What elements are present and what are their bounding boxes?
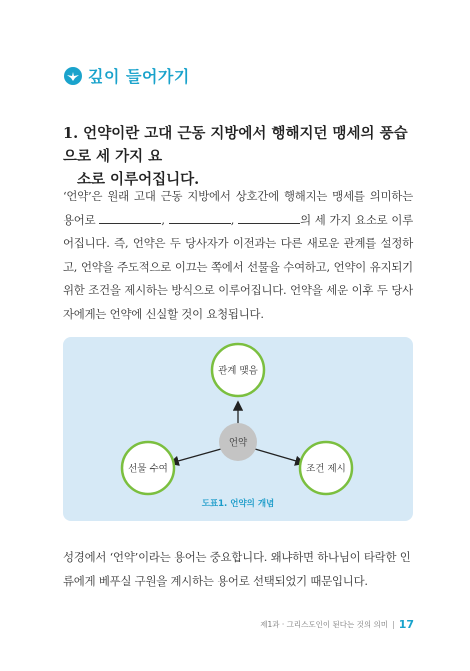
question-line-1: 1. 언약이란 고대 근동 지방에서 행해지던 맹세의 풍습으로 세 가지 요	[63, 125, 408, 165]
arrow-to-right	[255, 449, 303, 463]
diagram-canvas	[63, 337, 413, 521]
covenant-diagram	[63, 337, 413, 521]
question-line-2: 소로 이루어집니다.	[77, 171, 200, 188]
footer-separator: |	[391, 620, 395, 629]
chapter-label: 제1과 · 그리스도인이 된다는 것의 의미	[260, 620, 388, 629]
node-top-label: 관계 맺음	[218, 365, 258, 377]
node-center-label: 언약	[228, 437, 248, 449]
blank-separator-2: ,	[230, 212, 239, 227]
body-paragraph	[63, 185, 413, 327]
section-title: 깊이 들어가기	[88, 67, 190, 86]
page-number: 17	[398, 618, 414, 631]
question-heading	[63, 122, 413, 191]
page-footer	[260, 618, 414, 631]
paragraph-text-2: 의 세 가지 요소로 이루어집니다. 즉, 언약은 두 당사자가 이전과는 다른 새로운 관계를 설정하고, 언약을 주도적으로 이끄는 쪽에서 선물을 수여하고, 언약이 유지되기 위한 조건을 제시하는 방식으로 이루어집니다. 언약을 세운 이후 두 당사자에게는 언약에 신실할 것이 요청됩니다.	[63, 212, 414, 321]
section-header	[64, 64, 190, 87]
blank-separator-1: ,	[161, 212, 169, 227]
conclusion-paragraph: 성경에서 ‘언약’이라는 용어는 중요합니다. 왜냐하면 하나님이 타락한 인류에게 베푸실 구원을 계시하는 용어로 선택되었기 때문입니다.	[63, 550, 411, 588]
dove-icon	[64, 67, 82, 85]
node-right-label: 조건 제시	[306, 463, 346, 475]
fill-in-blank-3	[238, 212, 300, 224]
fill-in-blank-2	[169, 212, 231, 224]
node-left-label: 선물 수여	[128, 463, 168, 475]
paragraph-text-1: ‘언약’은 원래 고대 근동 지방에서 상호간에 행해지는 맹세를 의미하는 용어로	[63, 189, 413, 227]
fill-in-blank-1	[99, 212, 161, 224]
arrow-to-left	[171, 449, 221, 463]
figure-caption: 도표1. 언약의 개념	[201, 499, 275, 509]
